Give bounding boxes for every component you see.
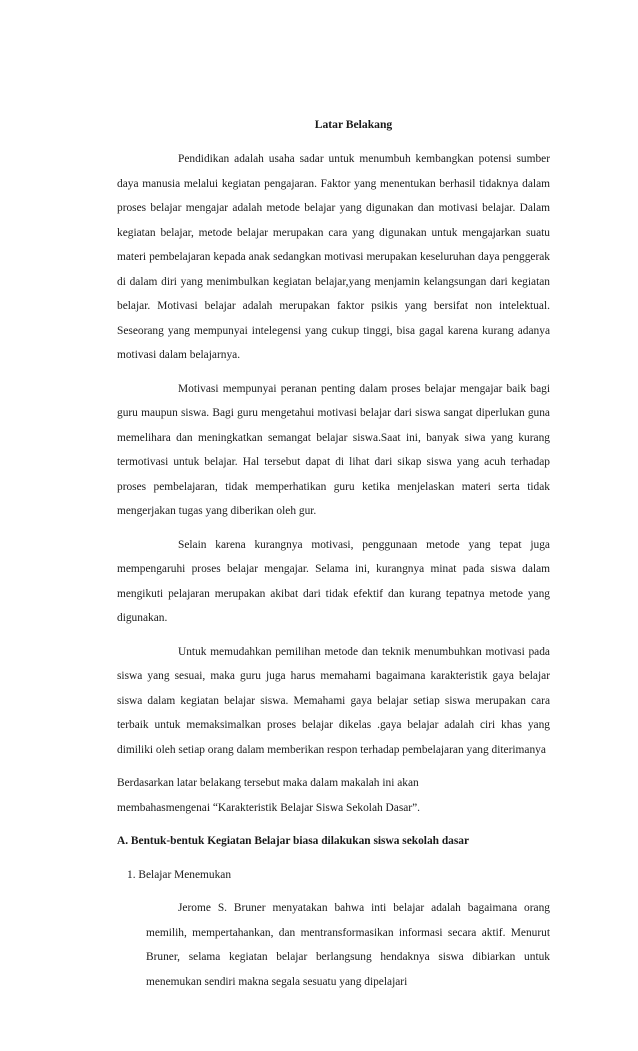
list-item-1-paragraph: Jerome S. Bruner menyatakan bahwa inti belajar adalah bagaimana orang memilih, mempertahankan, dan mentransformasikan informasi secara aktif. Menurut Bruner, selama kegiatan belajar berlangsung hendaknya siswa dibiarkan untuk menemukan sendiri makna segala sesuatu yang dipelajari [146,902,550,988]
paragraph-2: Motivasi mempunyai peranan penting dalam proses belajar mengajar baik bagi guru maupun siswa. Bagi guru mengetahui motivasi belajar dari siswa sangat diperlukan guna memelihara dan meningkatkan semangat belajar siswa.Saat ini, banyak siwa yang kurang termotivasi untuk belajar. Hal tersebut dapat di lihat dari sikap siswa yang acuh terhadap proses pembelajaran, tidak memperhatikan guru ketika menjelaskan materi serta tidak mengerjakan tugas yang diberikan oleh gur. [117,382,550,517]
spacer [117,820,550,829]
section-heading: A. Bentuk-bentuk Kegiatan Belajar biasa dilakukan siswa sekolah dasar [117,835,470,847]
closing-line-1: Berdasarkan latar belakang tersebut maka dalam makalah ini akan [117,777,419,789]
spacer [117,887,550,896]
closing-line-2: membahasmengenai “Karakteristik Belajar Siswa Sekolah Dasar”. [117,801,421,814]
spacer [117,762,550,771]
paragraph-1: Pendidikan adalah usaha sadar untuk menumbuh kembangkan potensi sumber daya manusia melalui kegiatan pengajaran. Faktor yang menentukan berhasil tidaknya dalam proses belajar mengajar adalah metode belajar yang digunakan dan motivasi belajar. Dalam kegiatan belajar, metode belajar merupakan cara yang digunakan untuk mengajarkan suatu materi pembelajaran kepada anak sedangkan motivasi merupakan keseluruhan daya penggerak di dalam diri yang menimbulkan kegiatan belajar,yang menjamin kelangsungan dari kegiatan belajar. Motivasi belajar adalah merupakan faktor psikis yang bersifat non intelektual. Seseorang yang mempunyai intelegensi yang cukup tinggi, bisa gagal karena kurang adanya motivasi dalam belajarnya. [117,153,550,361]
spacer [117,524,550,533]
document-page [117,116,550,994]
spacer [117,631,550,640]
spacer [117,134,550,147]
spacer [117,368,550,377]
spacer [117,854,550,863]
paragraph-3: Selain karena kurangnya motivasi, penggunaan metode yang tepat juga mempengaruhi proses belajar mengajar. Selama ini, kurangnya minat pada siswa dalam mengikuti pelajaran merupakan akibat dari tidak efektif dan kurang tepatnya metode yang digunakan. [117,538,550,624]
list-item-1: 1. Belajar Menemukan [127,868,232,881]
paragraph-4: Untuk memudahkan pemilihan metode dan teknik menumbuhkan motivasi pada siswa yang sesuai, maka guru juga harus memahami bagaimana karakteristik gaya belajar siswa dalam kegiatan belajar siswa. Memahami gaya belajar setiap siswa merupakan cara terbaik untuk memaksimalkan proses belajar dikelas .gaya belajar adalah ciri khas yang dimiliki oleh setiap orang dalam memberikan respon terhadap pembelajaran yang diterimanya [117,645,550,756]
page-title: Latar Belakang [314,118,393,131]
